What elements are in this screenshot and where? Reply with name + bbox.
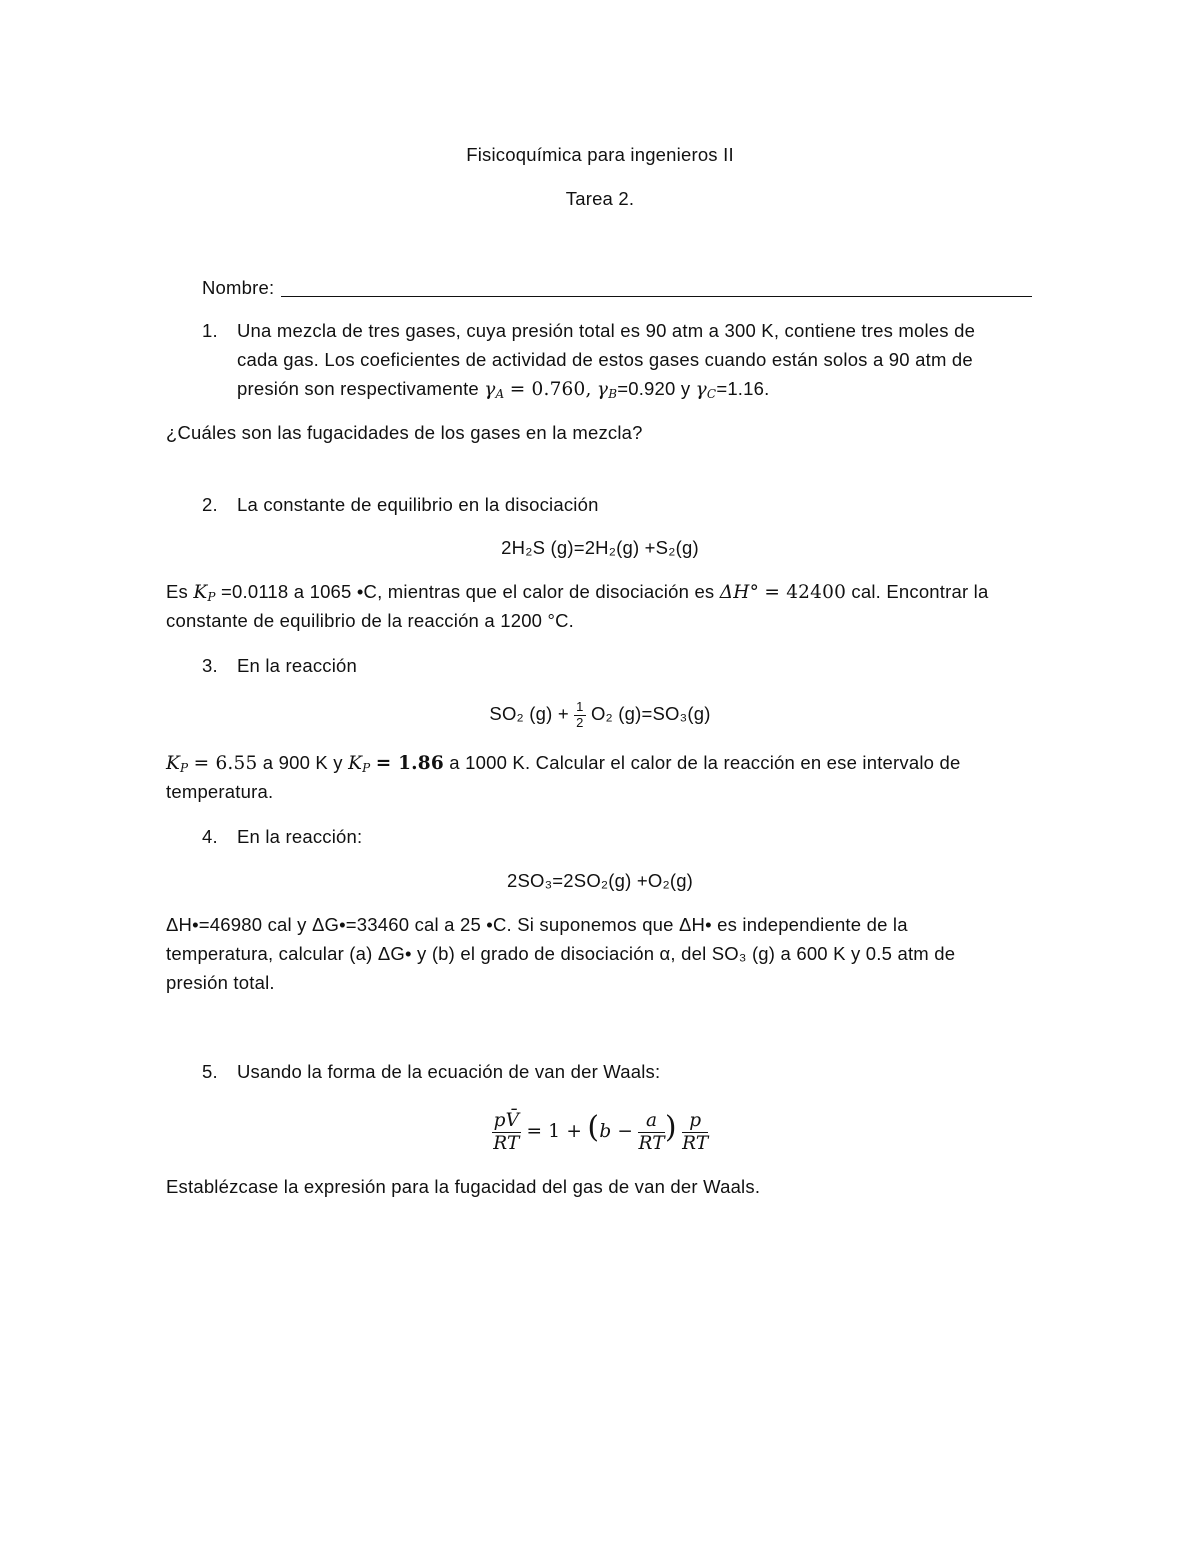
q3-line1 [166,751,960,780]
gamma-a-symbol: $\gamma_A$ [484,379,505,401]
a-numerator: a [638,1110,664,1132]
kp-symbol: $K_P$ [166,753,189,775]
kp-value-900: = 6.55 [193,753,258,774]
q2-intro: La constante de equilibrio en la disociación [237,494,599,515]
left-paren: ( [587,1110,600,1145]
delta-h-symbol: ΔH° [719,582,760,603]
q2-equation: 2H₂S (g)=2H₂(g) +S₂(g) [501,537,699,558]
q3-line2: temperatura. [166,781,274,802]
q2-line2: constante de equilibrio de la reacción a 1200 °C. [166,610,575,631]
kp-value-1000: = 1.86 [375,753,444,774]
q4-number: 4. [202,826,218,847]
q5-intro: Usando la forma de la ecuación de van der Waals: [237,1061,661,1082]
gamma-c-symbol: $\gamma_C$ [695,379,717,401]
q1-line1: Una mezcla de tres gases, cuya presión total es 90 atm a 300 K, contiene tres moles de [237,320,976,341]
q4-line3: presión total. [166,972,275,993]
fraction-denominator: 2 [576,714,584,730]
kp-symbol: $K_P$ [348,753,371,775]
assignment-title: Tarea 2. [565,188,635,209]
q2-es: Es [166,581,188,602]
gamma-c-value: =1.16. [716,378,770,399]
q4-intro: En la reacción: [237,826,363,847]
q1-line3-text: presión son respectivamente [237,378,479,399]
lhs-fraction [492,1110,522,1154]
p-denominator: RT [682,1132,709,1154]
q1-question: ¿Cuáles son las fugacidades de los gases en la mezcla? [166,422,643,443]
course-title: Fisicoquímica para ingenieros II [466,144,734,165]
gamma-a-value: = 0.760, [509,379,592,400]
van-der-waals-equation [0,1098,1200,1162]
q3-number: 3. [202,655,218,676]
p-over-rt-fraction [682,1110,708,1154]
q2-line1 [166,580,988,609]
q4-equation: 2SO₃=2SO₂(g) +O₂(g) [506,870,694,891]
q3-mid: a 900 K y [262,752,343,773]
q3-line1-end: a 1000 K. Calcular el calor de la reacción en ese intervalo de [449,752,961,773]
gamma-b-symbol: $\gamma_B$ [596,379,618,401]
delta-h-value: = 42400 [764,582,847,603]
q3-eq-left: SO₂ (g) + [489,703,569,724]
q3-intro: En la reacción [237,655,358,676]
name-label: Nombre: [202,277,275,298]
fraction-numerator: 1 [576,698,584,714]
lhs-numerator: pV̄ [493,1110,520,1132]
a-denominator: RT [638,1132,665,1154]
q4-line2: temperatura, calcular (a) ΔG• y (b) el grado de disociación α, del SO₃ (g) a 600 K y 0.5 atm de [166,943,956,964]
q4-line1: ΔH•=46980 cal y ΔG•=33460 cal a 25 •C. Si suponemos que ΔH• es independiente de la [166,914,908,935]
q5-number: 5. [202,1061,218,1082]
q1-line3 [237,377,769,406]
p-numerator: p [682,1110,708,1132]
q2-line1-end: cal. Encontrar la [851,581,989,602]
right-paren: ) [664,1110,677,1145]
q1-line2: cada gas. Los coeficientes de actividad de estos gases cuando están solos a 90 atm de [237,349,973,370]
gamma-b-value: =0.920 y [617,378,691,399]
equals-one-plus: = 1 + [526,1121,583,1142]
q2-kp-value: =0.0118 a 1065 •C, mientras que el calor de disociación es [221,581,715,602]
name-field-line[interactable] [281,296,1032,297]
q1-number: 1. [202,320,218,341]
kp-symbol: $K_P$ [193,582,216,604]
q3-eq-right: O₂ (g)=SO₃(g) [590,703,711,724]
q3-equation [0,695,1200,733]
q5-closing: Establézcase la expresión para la fugacidad del gas de van der Waals. [166,1176,761,1197]
b-minus: b − [599,1121,634,1142]
one-half-fraction [574,700,585,731]
q2-number: 2. [202,494,218,515]
a-over-rt-fraction [638,1110,664,1154]
lhs-denominator: RT [493,1132,520,1154]
